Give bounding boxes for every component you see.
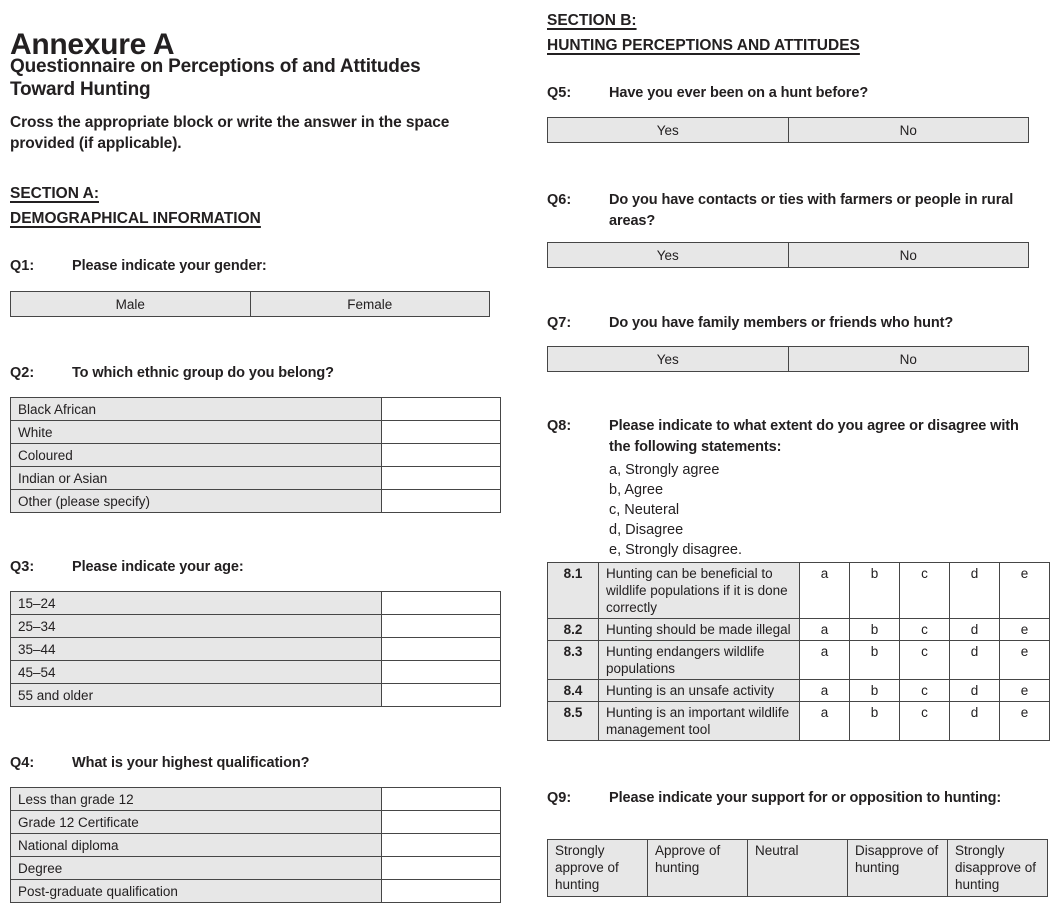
table-row <box>11 684 501 707</box>
q5-yes-no-table <box>547 117 1029 143</box>
q2-ethnic-group-table <box>10 397 501 513</box>
q4-answer-cell-0[interactable] <box>382 788 501 811</box>
q9-option-approve[interactable]: Approve of hunting <box>648 840 748 897</box>
question-q4-number: Q4: <box>10 755 35 771</box>
q8-scale-list <box>609 460 1029 560</box>
table-row <box>548 702 1050 741</box>
q8-answer-8.4-c[interactable]: c <box>900 680 950 702</box>
q3-option-label: 25–34 <box>11 615 382 638</box>
q8-statement-text: Hunting is an important wildlife management tool <box>599 702 800 741</box>
table-row <box>548 563 1050 619</box>
q8-statement-text: Hunting is an unsafe activity <box>599 680 800 702</box>
q8-scale-item: c, Neuteral <box>609 502 680 518</box>
q8-answer-8.5-b[interactable]: b <box>850 702 900 741</box>
q2-answer-cell-0[interactable] <box>382 398 501 421</box>
q6-option-yes[interactable]: Yes <box>548 243 789 268</box>
q4-option-label: Post-graduate qualification <box>11 880 382 903</box>
q3-option-label: 45–54 <box>11 661 382 684</box>
q8-answer-8.4-d[interactable]: d <box>950 680 1000 702</box>
q3-option-label: 55 and older <box>11 684 382 707</box>
q2-option-label: Black African <box>11 398 382 421</box>
table-row <box>11 490 501 513</box>
section-b-title: HUNTING PERCEPTIONS AND ATTITUDES <box>547 37 860 54</box>
q4-option-label: National diploma <box>11 834 382 857</box>
q1-gender-table <box>10 291 490 317</box>
question-q1-text: Please indicate your gender: <box>72 258 267 274</box>
q8-answer-8.3-c[interactable]: c <box>900 641 950 680</box>
question-q1-number: Q1: <box>10 258 35 274</box>
page-subtitle: Questionnaire on Perceptions of and Attitudes Toward Hunting <box>10 56 421 100</box>
q8-statement-id: 8.2 <box>548 619 599 641</box>
q7-yes-no-table <box>547 346 1029 372</box>
q8-answer-8.2-b[interactable]: b <box>850 619 900 641</box>
page-title: Annexure A <box>10 28 175 62</box>
q8-scale-item: d, Disagree <box>609 522 684 538</box>
question-q9 <box>547 788 1029 809</box>
q4-option-label: Grade 12 Certificate <box>11 811 382 834</box>
q4-answer-cell-1[interactable] <box>382 811 501 834</box>
q4-option-label: Degree <box>11 857 382 880</box>
q8-answer-8.2-d[interactable]: d <box>950 619 1000 641</box>
table-row <box>548 680 1050 702</box>
table-row <box>548 243 1029 268</box>
table-row <box>548 118 1029 143</box>
table-row <box>11 811 501 834</box>
q8-answer-8.1-d[interactable]: d <box>950 563 1000 619</box>
q2-option-label: Coloured <box>11 444 382 467</box>
table-row <box>548 619 1050 641</box>
table-row <box>11 638 501 661</box>
q9-support-table <box>547 839 1048 897</box>
q9-option-neutral[interactable]: Neutral <box>748 840 848 897</box>
q2-option-label: Other (please specify) <box>11 490 382 513</box>
q8-answer-8.1-a[interactable]: a <box>800 563 850 619</box>
q8-answer-8.3-b[interactable]: b <box>850 641 900 680</box>
q8-statements-table <box>547 562 1050 741</box>
q2-answer-cell-3[interactable] <box>382 467 501 490</box>
question-q6 <box>547 190 1029 232</box>
table-row <box>11 788 501 811</box>
question-q3-text: Please indicate your age: <box>72 559 244 575</box>
q7-option-yes[interactable]: Yes <box>548 347 789 372</box>
table-row <box>548 347 1029 372</box>
q8-answer-8.1-b[interactable]: b <box>850 563 900 619</box>
q8-answer-8.5-a[interactable]: a <box>800 702 850 741</box>
q8-answer-8.2-c[interactable]: c <box>900 619 950 641</box>
q4-qualification-table <box>10 787 501 903</box>
q8-answer-8.3-d[interactable]: d <box>950 641 1000 680</box>
question-q1 <box>10 256 490 277</box>
table-row <box>11 661 501 684</box>
table-row <box>11 421 501 444</box>
table-row <box>11 444 501 467</box>
section-a-label: SECTION A: <box>10 185 99 202</box>
q8-scale-item: b, Agree <box>609 482 664 498</box>
q8-statement-id: 8.4 <box>548 680 599 702</box>
question-q9-text: Please indicate your support for or opposition to hunting: <box>609 790 1002 806</box>
q1-option-female[interactable]: Female <box>250 292 490 317</box>
table-row <box>11 615 501 638</box>
q8-statement-id: 8.3 <box>548 641 599 680</box>
question-q3-number: Q3: <box>10 559 35 575</box>
q6-yes-no-table <box>547 242 1029 268</box>
q8-statement-text: Hunting should be made illegal <box>599 619 800 641</box>
q8-answer-8.3-e[interactable]: e <box>1000 641 1050 680</box>
question-q7 <box>547 313 1029 334</box>
q3-option-label: 15–24 <box>11 592 382 615</box>
q8-answer-8.2-a[interactable]: a <box>800 619 850 641</box>
q2-option-label: White <box>11 421 382 444</box>
question-q8-text: Please indicate to what extent do you agree or disagree with the following statements: <box>609 418 1019 455</box>
question-q7-text: Do you have family members or friends who hunt? <box>609 315 954 331</box>
table-row <box>11 292 490 317</box>
question-q8 <box>547 416 1029 560</box>
q8-answer-8.3-a[interactable]: a <box>800 641 850 680</box>
q8-answer-8.4-a[interactable]: a <box>800 680 850 702</box>
q1-option-male[interactable]: Male <box>11 292 251 317</box>
question-q8-number: Q8: <box>547 418 572 434</box>
q3-answer-cell-1[interactable] <box>382 615 501 638</box>
table-row <box>11 857 501 880</box>
question-q2-text: To which ethnic group do you belong? <box>72 365 334 381</box>
q2-answer-cell-4[interactable] <box>382 490 501 513</box>
table-row <box>548 840 1048 897</box>
question-q6-number: Q6: <box>547 192 572 208</box>
table-row <box>11 834 501 857</box>
q2-answer-cell-1[interactable] <box>382 421 501 444</box>
q3-age-table <box>10 591 501 707</box>
q3-answer-cell-4[interactable] <box>382 684 501 707</box>
question-q5-text: Have you ever been on a hunt before? <box>609 85 869 101</box>
q5-option-no[interactable]: No <box>788 118 1029 143</box>
q3-answer-cell-3[interactable] <box>382 661 501 684</box>
q4-answer-cell-2[interactable] <box>382 834 501 857</box>
question-q4 <box>10 753 490 774</box>
question-q2-number: Q2: <box>10 365 35 381</box>
q8-answer-8.1-c[interactable]: c <box>900 563 950 619</box>
q2-answer-cell-2[interactable] <box>382 444 501 467</box>
q9-option-disapprove[interactable]: Disapprove of hunting <box>848 840 948 897</box>
question-q2 <box>10 363 490 384</box>
q7-option-no[interactable]: No <box>788 347 1029 372</box>
q3-answer-cell-0[interactable] <box>382 592 501 615</box>
question-q9-number: Q9: <box>547 790 572 806</box>
q8-scale-item: a, Strongly agree <box>609 462 720 478</box>
table-row <box>11 467 501 490</box>
question-q6-text: Do you have contacts or ties with farmers or people in rural areas? <box>609 192 1014 229</box>
question-q5-number: Q5: <box>547 85 572 101</box>
q8-statement-id: 8.1 <box>548 563 599 619</box>
section-b-label: SECTION B: <box>547 12 637 29</box>
section-a-header <box>10 181 490 231</box>
table-row <box>548 641 1050 680</box>
q8-answer-8.4-b[interactable]: b <box>850 680 900 702</box>
q3-answer-cell-2[interactable] <box>382 638 501 661</box>
q8-answer-8.5-e[interactable]: e <box>1000 702 1050 741</box>
q8-answer-8.2-e[interactable]: e <box>1000 619 1050 641</box>
q6-option-no[interactable]: No <box>788 243 1029 268</box>
instructions-text: Cross the appropriate block or write the answer in the space provided (if applicable). <box>10 114 450 152</box>
question-q4-text: What is your highest qualification? <box>72 755 310 771</box>
q2-option-label: Indian or Asian <box>11 467 382 490</box>
table-row <box>11 592 501 615</box>
section-a-title: DEMOGRAPHICAL INFORMATION <box>10 210 261 227</box>
q5-option-yes[interactable]: Yes <box>548 118 789 143</box>
q4-answer-cell-4[interactable] <box>382 880 501 903</box>
q8-answer-8.5-c[interactable]: c <box>900 702 950 741</box>
q9-option-strongly-disapprove[interactable]: Strongly disapprove of hunting <box>948 840 1048 897</box>
q8-answer-8.5-d[interactable]: d <box>950 702 1000 741</box>
question-q5 <box>547 83 1029 104</box>
q8-statement-id: 8.5 <box>548 702 599 741</box>
table-row <box>11 398 501 421</box>
q8-answer-8.1-e[interactable]: e <box>1000 563 1050 619</box>
question-q7-number: Q7: <box>547 315 572 331</box>
q9-option-strongly-approve[interactable]: Strongly approve of hunting <box>548 840 648 897</box>
q3-option-label: 35–44 <box>11 638 382 661</box>
q4-answer-cell-3[interactable] <box>382 857 501 880</box>
section-b-header <box>547 8 1029 58</box>
q8-statement-text: Hunting can be beneficial to wildlife populations if it is done correctly <box>599 563 800 619</box>
q8-answer-8.4-e[interactable]: e <box>1000 680 1050 702</box>
table-row <box>11 880 501 903</box>
q8-statement-text: Hunting endangers wildlife populations <box>599 641 800 680</box>
q8-scale-item: e, Strongly disagree. <box>609 542 742 558</box>
q4-option-label: Less than grade 12 <box>11 788 382 811</box>
question-q3 <box>10 557 490 578</box>
